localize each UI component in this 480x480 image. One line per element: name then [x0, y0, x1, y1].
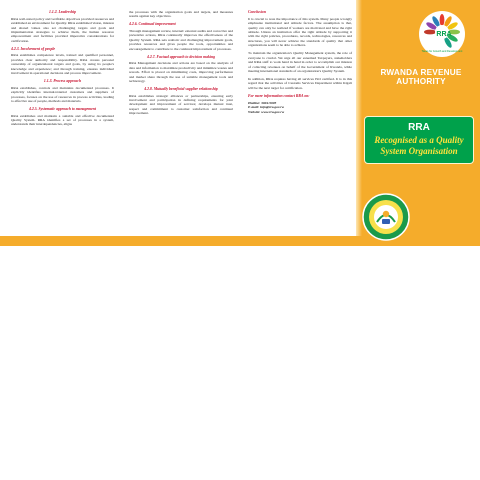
badge-title: RRA — [408, 122, 430, 133]
contact-hotline: Hotline: 3004/3005 — [248, 100, 277, 105]
heading-continual-improvement: 4.2.6. Continual improvement — [129, 22, 176, 27]
badge-line-1: Recognised as a Quality — [374, 135, 464, 145]
heading-involvement-of-people: 4.2.3. Involvement of people — [11, 46, 56, 51]
heading-systematic-approach: 4.2.5. Systematic approach to management — [29, 106, 96, 111]
heading-leadership: 1.1.2. Leadership — [49, 10, 76, 14]
logo-tagline: Taxes for Growth and Development — [421, 50, 463, 53]
column-3 — [248, 10, 352, 115]
footer-band — [0, 236, 362, 246]
body-conclusion-3: In addition, RRA requires having all services ISO certified. It is in this regard that the activities of Customs Services Department within Kigali will be the next target for certification. — [248, 76, 352, 90]
quality-badge — [364, 116, 474, 164]
rwanda-emblem-icon — [361, 192, 411, 242]
contact-heading: For more information contact RRA on: — [248, 94, 310, 99]
rra-logo-icon — [419, 11, 465, 57]
body-leadership: RRA well-stated policy and verifiable objectives provided resources and established an environment for Quality. RRA established vision, mission and shared values also set challenging targets and goals and implementation strategies to achieve them, the human resource empowerment and facilities provided imperative considerations for certification. — [11, 16, 115, 43]
body-continual-improvement: Through management review, internal/ external audits and corrective and preventive actions, RRA continually improves the effectiveness of the Quality System. RRA sets realistic and challenging improvement goals, provides resources and gives people the tools, opportunities and encouragement to contribute to the continual improvement of processes. — [129, 28, 233, 51]
badge-line-2: System Organisation — [380, 145, 458, 156]
organisation-name: RWANDA REVENUE AUTHORITY — [380, 68, 462, 87]
body-factual-approach: RRA Management decisions and actions are based on the analysis of data and information to maximize productivity and minimize wastes and rework. Effort is placed on minimizing costs, improving performance and market share through the use of suitable management tools and technology. — [129, 61, 233, 84]
body-involvement-of-people: RRA establishes competence levels, trained and qualified personnel, provides clear authority and responsibility. RRA creates personal ownership of organizational targets and goals, by using its people's knowledge and experience; and through training, ensures individual involvement in operational decisions and process improvement. — [11, 53, 114, 76]
heading-process-approach: 1.1.3. Process approach — [43, 79, 82, 84]
heading-supplier-relationship: 4.2.8. Mutually beneficial supplier relationship — [144, 86, 218, 91]
body-systematic-approach-continued: the processes with the organization goals and targets, and measures results against key objectives. — [129, 10, 233, 19]
badge-text — [365, 135, 473, 156]
column-2 — [129, 10, 233, 119]
body-conclusion-2: To maintain the organization's Quality Management system, the role of everyone is crucial. We urge all our esteemed Taxpayers, stakeholders and RRA staff to work hand in hand in order to accomplish our mission of collecting revenues on behalf of the Government of Rwanda, while meeting international standards of an organization's Quality System. — [248, 51, 352, 74]
heading-conclusion: Conclusion — [248, 10, 266, 14]
heading-factual-approach: 4.2.7. Factual approach to decision making — [147, 54, 215, 59]
contact-info — [248, 101, 352, 115]
body-conclusion-1: It is crucial to note the importance of this system. Many people wrongly emphasize institutional and attitude factors. The assumption is that, quality can only be realized if workers are motivated and have the right attitude. Unless an institution offer the right attitude by supporting it with the right policies, procedures, records, technologies, resources and structures, you will never achieve the standards of quality that other organizations seem to be able to achieve. — [248, 16, 352, 48]
column-1 — [11, 10, 114, 130]
contact-email[interactable]: E-mail: info@rra.gov.rw — [248, 105, 285, 110]
body-systematic-approach: RRA establishes and maintain a suitable and effective documented Quality System. RRA identifies a set of processes in a system, understands their interdependencies, aligns — [11, 113, 114, 127]
body-supplier-relationship: RRA establishes strategic alliances or partnerships, ensuring early involvement and participation in defining requirements for joint development and improvement of services; develops mutual trust, respect and commitment to customer satisfaction and continual improvement. — [129, 93, 233, 116]
body-process-approach: RRA establishes, controls and maintains documented processes. It explicitly identifies internal/external customers and suppliers of processes, focuses on the use of resources in process activities, leading to effective use of people, methods and materials. — [11, 85, 114, 104]
logo-text: RRA — [436, 31, 452, 38]
contact-website[interactable]: Website: www.rra.gov.rw — [248, 110, 285, 115]
